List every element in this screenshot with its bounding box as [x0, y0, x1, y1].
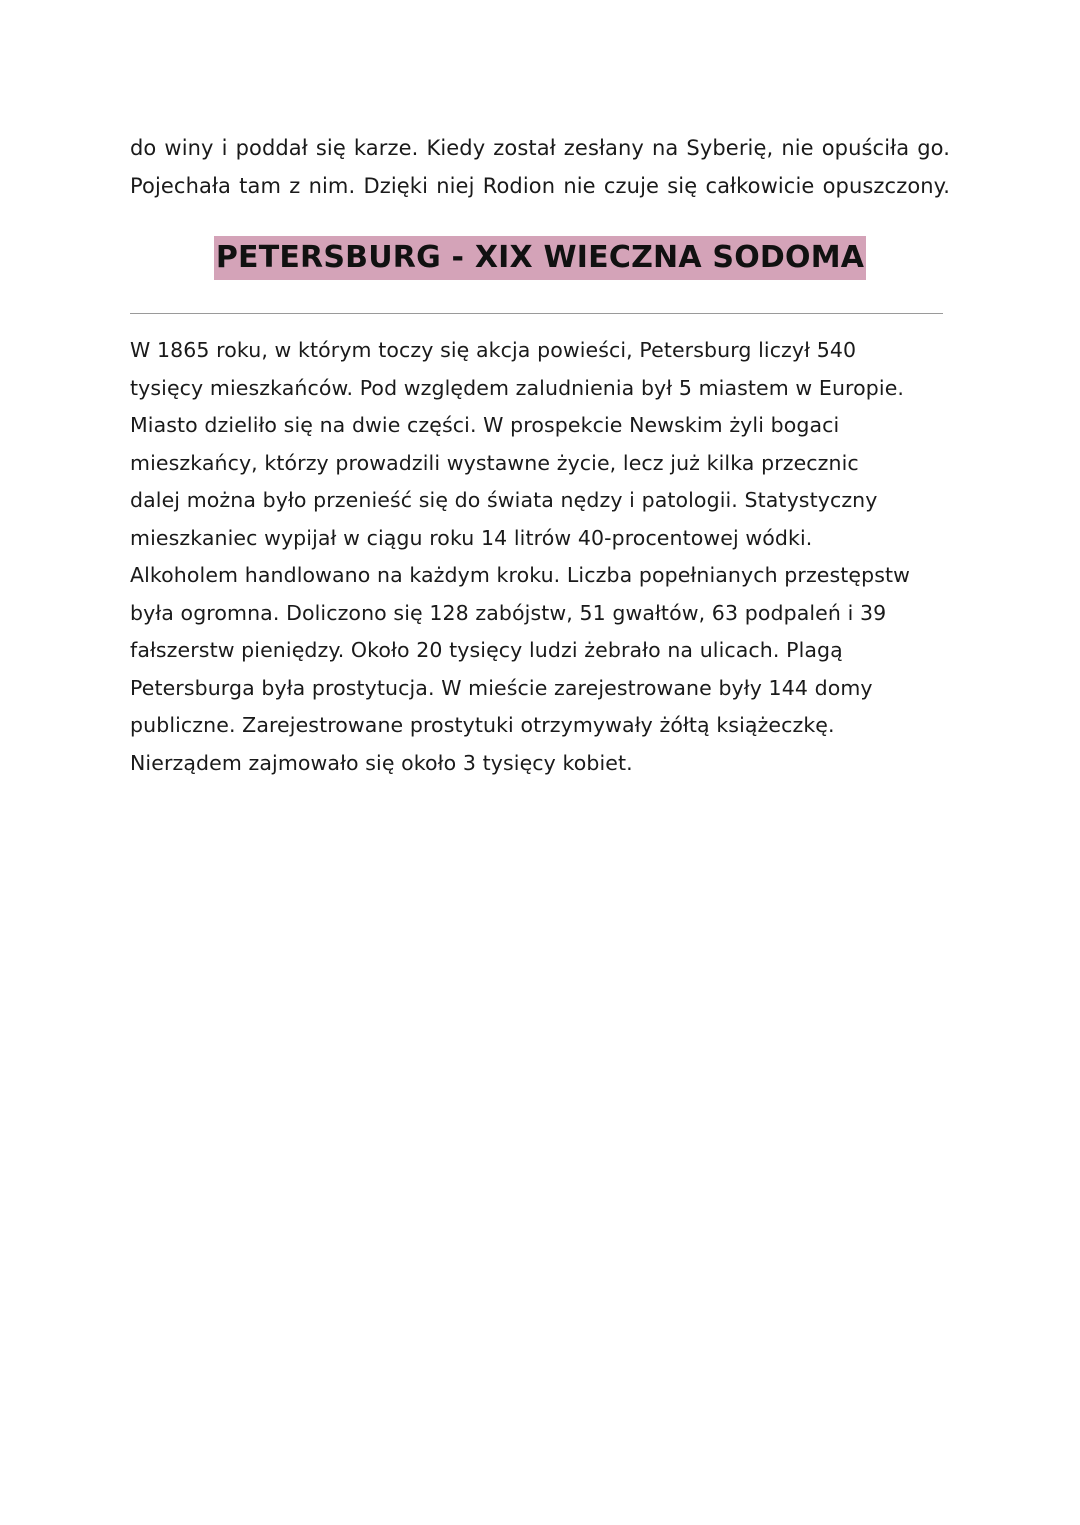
text-line: Miasto dzieliło się na dwie części. W prospekcie Newskim żyli bogaci	[130, 413, 840, 437]
text-line: mieszkaniec wypijał w ciągu roku 14 litrów 40-procentowej wódki.	[130, 525, 813, 550]
text-line: do winy i poddał się karze. Kiedy został zesłany na Syberię, nie opuściła go.	[130, 136, 950, 160]
intro-paragraph	[130, 130, 950, 205]
text-line: publiczne. Zarejestrowane prostytuki otrzymywały żółtą książeczkę.	[130, 713, 835, 737]
text-line: dalej można było przenieść się do świata nędzy i patologii. Statystyczny	[130, 488, 878, 512]
section-heading: PETERSBURG - XIX WIECZNA SODOMA	[214, 236, 866, 280]
text-line: tysięcy mieszkańców. Pod względem zaludnienia był 5 miastem w Europie.	[130, 375, 905, 400]
text-line: Pojechała tam z nim. Dzięki niej Rodion nie czuje się całkowicie opuszczony.	[130, 173, 950, 198]
text-line: Nierządem zajmowało się około 3 tysięcy kobiet.	[130, 750, 633, 775]
text-line: W 1865 roku, w którym toczy się akcja powieści, Petersburg liczył 540	[130, 338, 857, 362]
section-heading-container	[0, 236, 1080, 280]
text-line: fałszerstw pieniędzy. Około 20 tysięcy ludzi żebrało na ulicach. Plagą	[130, 638, 843, 662]
text-line: Alkoholem handlowano na każdym kroku. Liczba popełnianych przestępstw	[130, 563, 911, 587]
section-paragraph	[130, 332, 950, 782]
text-line: Petersburga była prostytucja. W mieście zarejestrowane były 144 domy	[130, 675, 873, 700]
horizontal-divider	[130, 313, 943, 314]
text-line: była ogromna. Doliczono się 128 zabójstw, 51 gwałtów, 63 podpaleń i 39	[130, 600, 887, 625]
text-line: mieszkańcy, którzy prowadzili wystawne życie, lecz już kilka przecznic	[130, 450, 859, 475]
